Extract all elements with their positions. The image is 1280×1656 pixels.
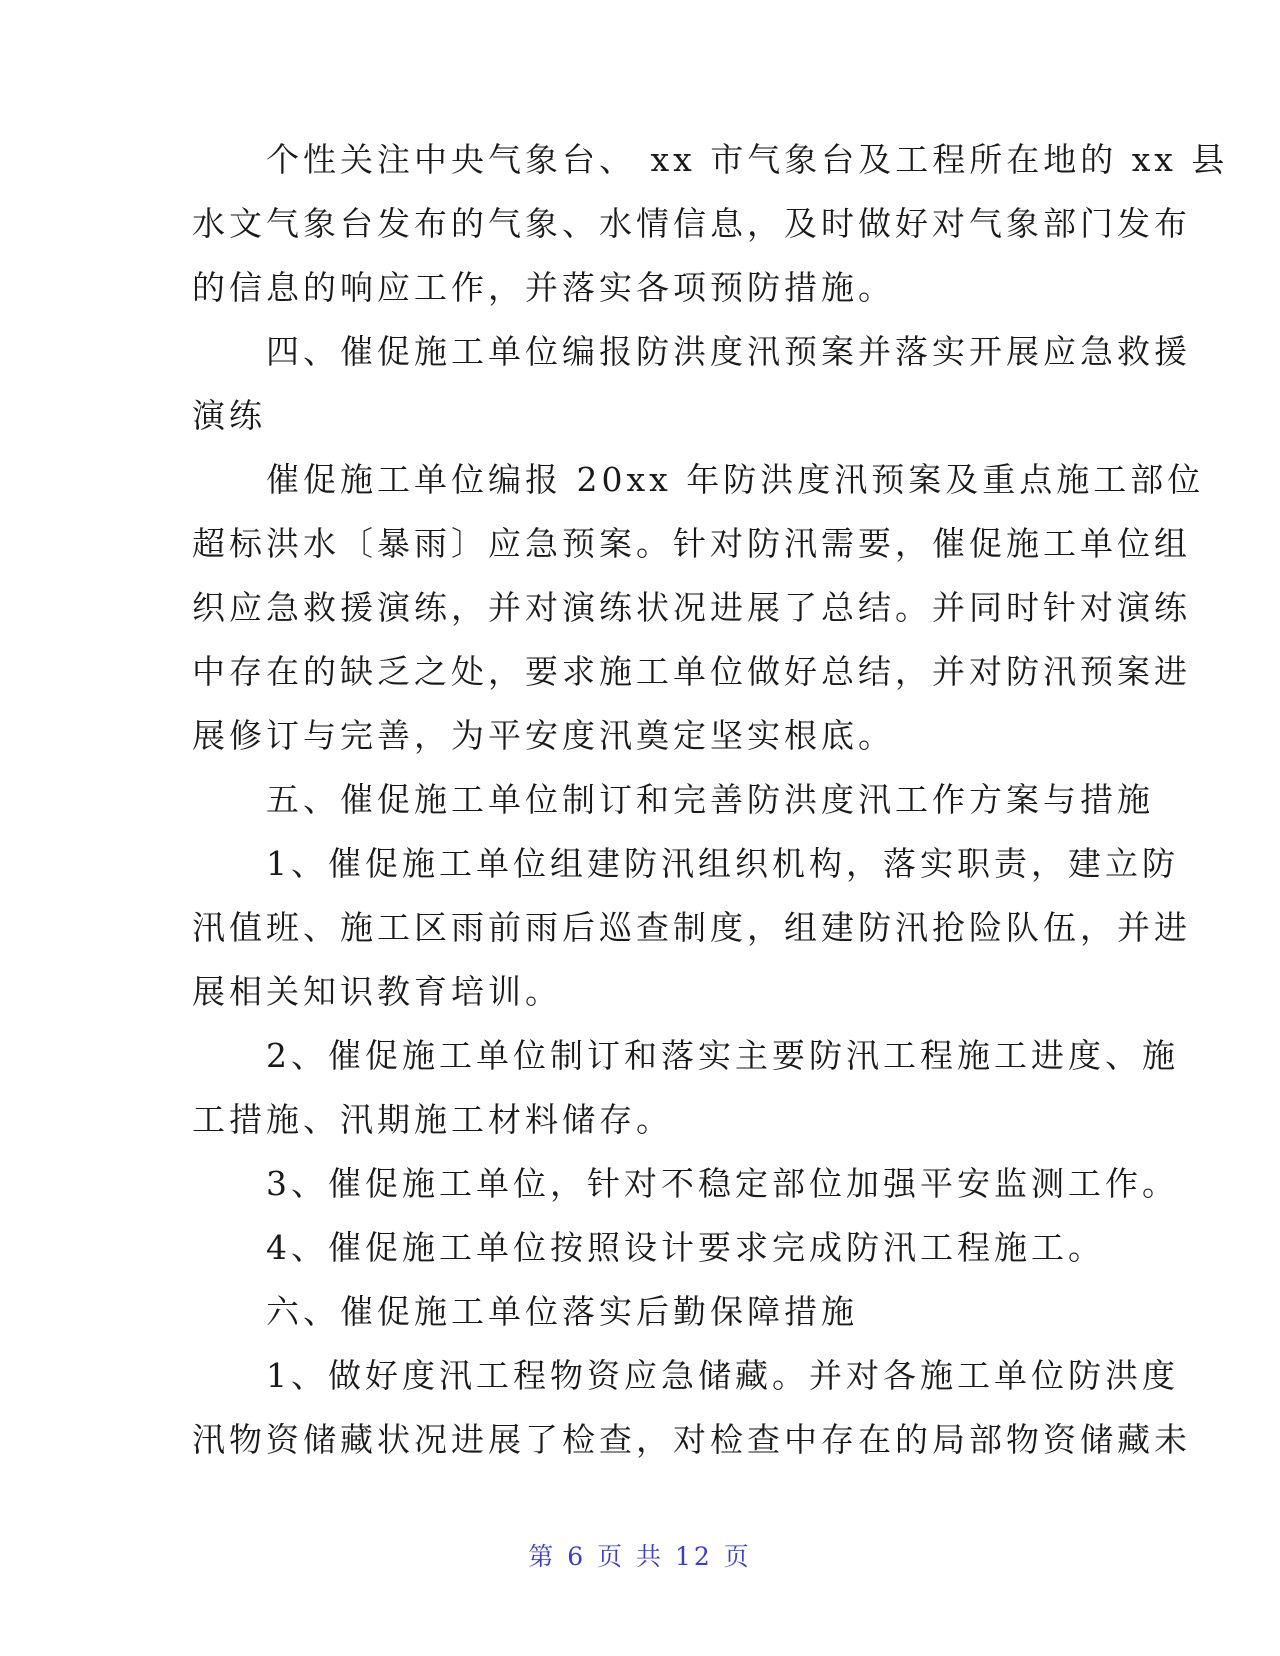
text-line: 中存在的缺乏之处，要求施工单位做好总结，并对防汛预案进: [192, 652, 1191, 691]
text-line: 个性关注中央气象台、 xx 市气象台及工程所在地的 xx 县: [192, 140, 1229, 179]
list-item: 3、催促施工单位，针对不稳定部位加强平安监测工作。: [192, 1164, 1179, 1203]
section-heading: 六、催促施工单位落实后勤保障措施: [192, 1292, 858, 1331]
section-heading-cont: 演练: [192, 396, 266, 435]
list-item: 1、做好度汛工程物资应急储藏。并对各施工单位防洪度: [192, 1356, 1179, 1395]
text-line: 展修订与完善，为平安度汛奠定坚实根底。: [192, 716, 895, 755]
text-line: 汛物资储藏状况进展了检查，对检查中存在的局部物资储藏未: [192, 1420, 1191, 1459]
section-heading: 五、催促施工单位制订和完善防洪度汛工作方案与措施: [192, 780, 1154, 819]
text-line: 织应急救援演练，并对演练状况进展了总结。并同时针对演练: [192, 588, 1191, 627]
list-item: 4、催促施工单位按照设计要求完成防汛工程施工。: [192, 1228, 1105, 1267]
text-line: 催促施工单位编报 20xx 年防洪度汛预案及重点施工部位: [192, 460, 1205, 499]
text-line: 展相关知识教育培训。: [192, 972, 562, 1011]
body-text: [192, 128, 1229, 1472]
page-number-footer: 第 6 页 共 12 页: [528, 1542, 752, 1571]
section-heading: 四、催促施工单位编报防洪度汛预案并落实开展应急救援: [192, 332, 1191, 371]
text-line: 汛值班、施工区雨前雨后巡查制度，组建防汛抢险队伍，并进: [192, 908, 1191, 947]
text-line: 工措施、汛期施工材料储存。: [192, 1100, 673, 1139]
text-line: 超标洪水〔暴雨〕应急预案。针对防汛需要，催促施工单位组: [192, 524, 1191, 563]
list-item: 2、催促施工单位制订和落实主要防汛工程施工进度、施: [192, 1036, 1179, 1075]
text-line: 的信息的响应工作，并落实各项预防措施。: [192, 268, 895, 307]
list-item: 1、催促施工单位组建防汛组织机构，落实职责，建立防: [192, 844, 1179, 883]
text-line: 水文气象台发布的气象、水情信息，及时做好对气象部门发布: [192, 204, 1191, 243]
